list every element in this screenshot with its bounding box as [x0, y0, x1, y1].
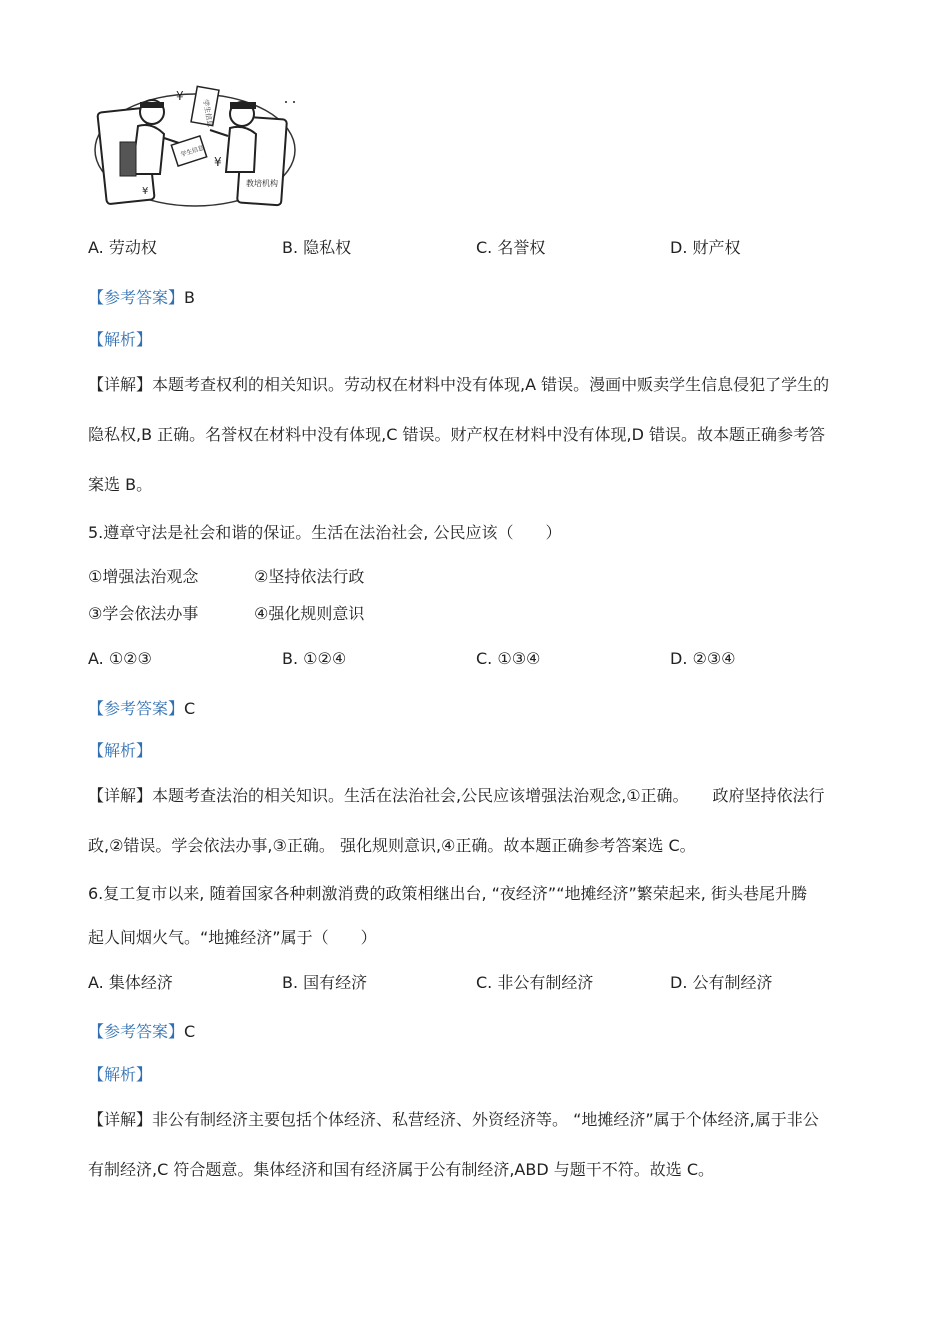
q5-analysis-label: 【解析】 [88, 741, 153, 760]
yen-symbol-3: ¥ [142, 186, 149, 197]
q6-option-d: D. 公有制经济 [670, 973, 773, 992]
q5-item-4: ④强化规则意识 [254, 604, 365, 623]
detail-text: 非公有制经济主要包括个体经济、私营经济、外资经济等。 “地摊经济”属于个体经济,属于非公 [152, 1110, 819, 1129]
q5-stem: 5.遵章守法是社会和谐的保证。生活在法治社会, 公民应该（ ） [88, 523, 562, 542]
q5-item-2: ②坚持依法行政 [254, 567, 365, 586]
q4-option-d: D. 财产权 [670, 238, 741, 257]
q4-detail-line-1 [88, 375, 863, 395]
q5-option-a: A. ①②③ [88, 649, 152, 668]
q4-analysis-label: 【解析】 [88, 330, 153, 349]
detail-label: 【详解】 [88, 786, 153, 805]
detail-text: 本题考查法治的相关知识。生活在法治社会,公民应该增强法治观念,①正确。 政府坚持依法行 [152, 786, 825, 805]
q6-detail-line-1 [88, 1110, 863, 1130]
answer-label: 【参考答案】 [88, 1022, 185, 1041]
cartoon-money-label: 学生信息 [201, 98, 215, 128]
q6-detail-line-2: 有制经济,C 符合题意。集体经济和国有经济属于公有制经济,ABD 与题干不符。故选 C。 [88, 1160, 715, 1179]
q5-option-d: D. ②③④ [670, 649, 736, 668]
q6-stem-line-2: 起人间烟火气。“地摊经济”属于（ ） [88, 928, 377, 947]
answer-value: C [184, 1022, 196, 1041]
q6-analysis-label: 【解析】 [88, 1065, 153, 1084]
q5-item-1: ①增强法治观念 [88, 567, 199, 586]
detail-label: 【详解】 [88, 375, 153, 394]
answer-label: 【参考答案】 [88, 699, 185, 718]
answer-label: 【参考答案】 [88, 288, 185, 307]
q5-detail-line-2: 政,②错误。学会依法办事,③正确。 强化规则意识,④正确。故本题正确参考答案选 C。 [88, 836, 696, 855]
q5-option-c: C. ①③④ [476, 649, 541, 668]
q4-detail-line-2: 隐私权,B 正确。名誉权在材料中没有体现,C 错误。财产权在材料中没有体现,D 错误。故本题正确参考答 [88, 425, 825, 444]
q4-option-b: B. 隐私权 [282, 238, 352, 257]
q4-option-a: A. 劳动权 [88, 238, 157, 257]
q5-detail-line-1 [88, 786, 863, 806]
detail-label: 【详解】 [88, 1110, 153, 1129]
q6-answer [88, 1022, 195, 1042]
q6-option-b: B. 国有经济 [282, 973, 368, 992]
q4-answer [88, 288, 195, 308]
q4-option-c: C. 名誉权 [476, 238, 546, 257]
q6-stem-line-1: 6.复工复市以来, 随着国家各种刺激消费的政策相继出台, “夜经济”“地摊经济”繁荣起来, 街头巷尾升腾 [88, 884, 807, 903]
yen-symbol-2: ¥ [214, 155, 222, 169]
q5-item-3: ③学会依法办事 [88, 604, 199, 623]
answer-value: C [184, 699, 196, 718]
detail-text: 本题考查权利的相关知识。劳动权在材料中没有体现,A 错误。漫画中贩卖学生信息侵犯了学生的 [152, 375, 830, 394]
q4-detail-line-3: 案选 B。 [88, 475, 153, 494]
q5-option-b: B. ①②④ [282, 649, 347, 668]
q5-answer [88, 699, 195, 719]
q6-option-c: C. 非公有制经济 [476, 973, 594, 992]
answer-value: B [184, 288, 195, 307]
cartoon-doc-label: 学生信息 [179, 144, 205, 159]
q6-option-a: A. 集体经济 [88, 973, 173, 992]
yen-symbol-1: ¥ [176, 89, 184, 103]
cartoon-org-label: 教培机构 [246, 179, 278, 188]
cartoon-illustration [90, 82, 310, 212]
